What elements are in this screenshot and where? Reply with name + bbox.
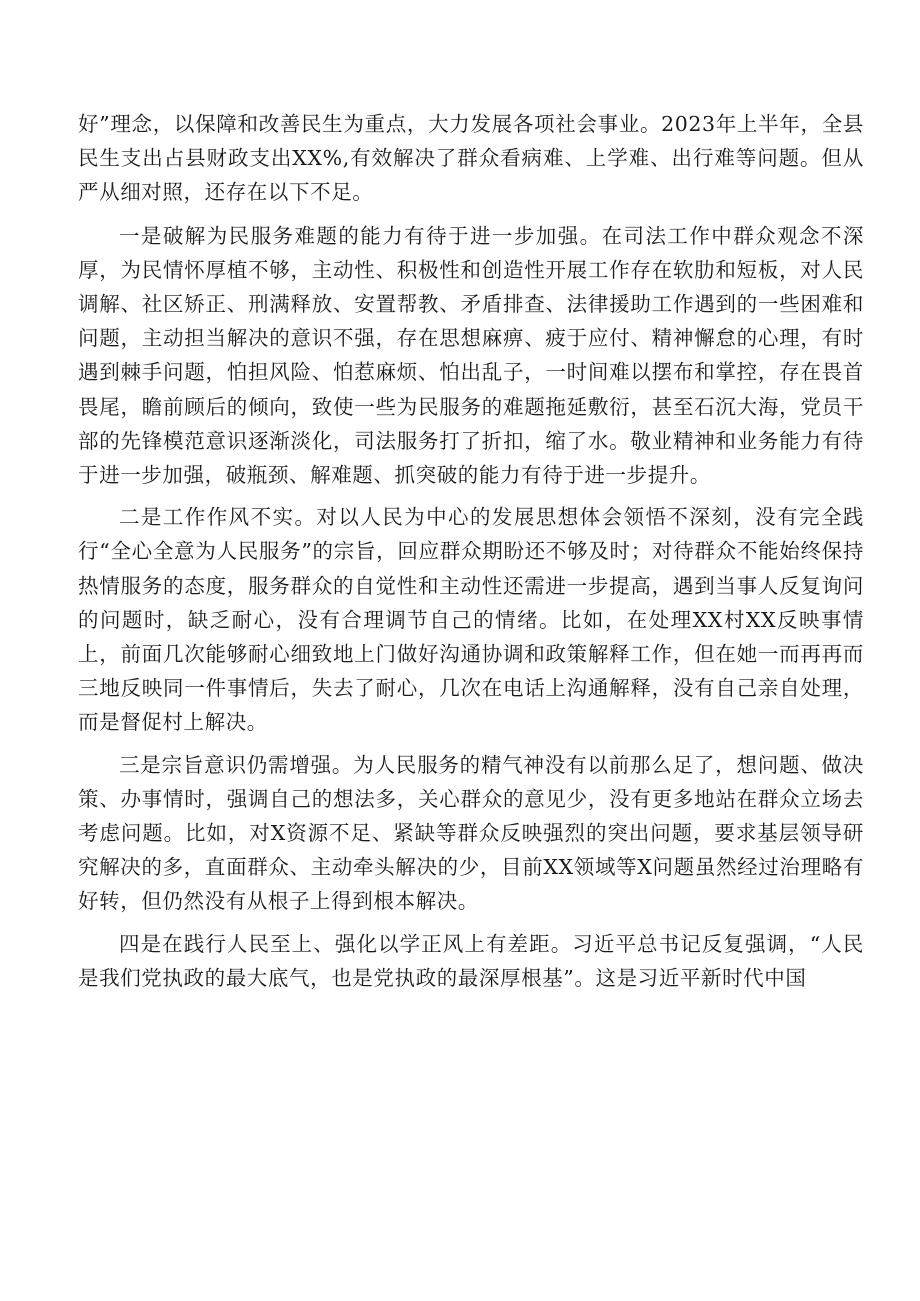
document-page	[78, 107, 864, 995]
paragraph-point-three: 三是宗旨意识仍需增强。为人民服务的精气神没有以前那么足了，想问题、做决策、办事情时，强调自己的想法多，关心群众的意见少，没有更多地站在群众立场去考虑问题。比如，对X资源不足、紧缺等群众反映强烈的突出问题，要求基层领导研究解决的多，直面群众、主动牵头解决的少，目前XX领域等X问题虽然经过治理略有好转，但仍然没有从根子上得到根本解决。	[78, 752, 864, 914]
paragraph-point-two: 二是工作作风不实。对以人民为中心的发展思想体会领悟不深刻，没有完全践行“全心全意为人民服务”的宗旨，回应群众期盼还不够及时；对待群众不能始终保持热情服务的态度，服务群众的自觉性和主动性还需进一步提高，遇到当事人反复询问的问题时，缺乏耐心，没有合理调节自己的情绪。比如，在处理XX村XX反映事情上，前面几次能够耐心细致地上门做好沟通协调和政策解释工作，但在她一而再再而三地反映同一件事情后，失去了耐心，几次在电话上沟通解释，没有自己亲自处理，而是督促村上解决。	[78, 505, 864, 735]
paragraph-continuation: 好”理念，以保障和改善民生为重点，大力发展各项社会事业。2023年上半年，全县民生支出占县财政支出XX%,有效解决了群众看病难、上学难、出行难等问题。但从严从细对照，还存在以下不足。	[78, 112, 864, 205]
paragraph-point-one: 一是破解为民服务难题的能力有待于进一步加强。在司法工作中群众观念不深厚，为民情怀厚植不够，主动性、积极性和创造性开展工作存在软肋和短板，对人民调解、社区矫正、刑满释放、安置帮教、矛盾排查、法律援助工作遇到的一些困难和问题，主动担当解决的意识不强，存在思想麻痹、疲于应付、精神懈怠的心理，有时遇到棘手问题，怕担风险、怕惹麻烦、怕出乱子，一时间难以摆布和掌控，存在畏首畏尾，瞻前顾后的倾向，致使一些为民服务的难题拖延敷衍，甚至石沉大海，党员干部的先锋模范意识逐渐淡化，司法服务打了折扣，缩了水。敬业精神和业务能力有待于进一步加强，破瓶颈、解难题、抓突破的能力有待于进一步提升。	[78, 223, 864, 488]
paragraph-point-four: 四是在践行人民至上、强化以学正风上有差距。习近平总书记反复强调，“人民是我们党执政的最大底气，也是党执政的最深厚根基”。这是习近平新时代中国	[78, 931, 864, 990]
